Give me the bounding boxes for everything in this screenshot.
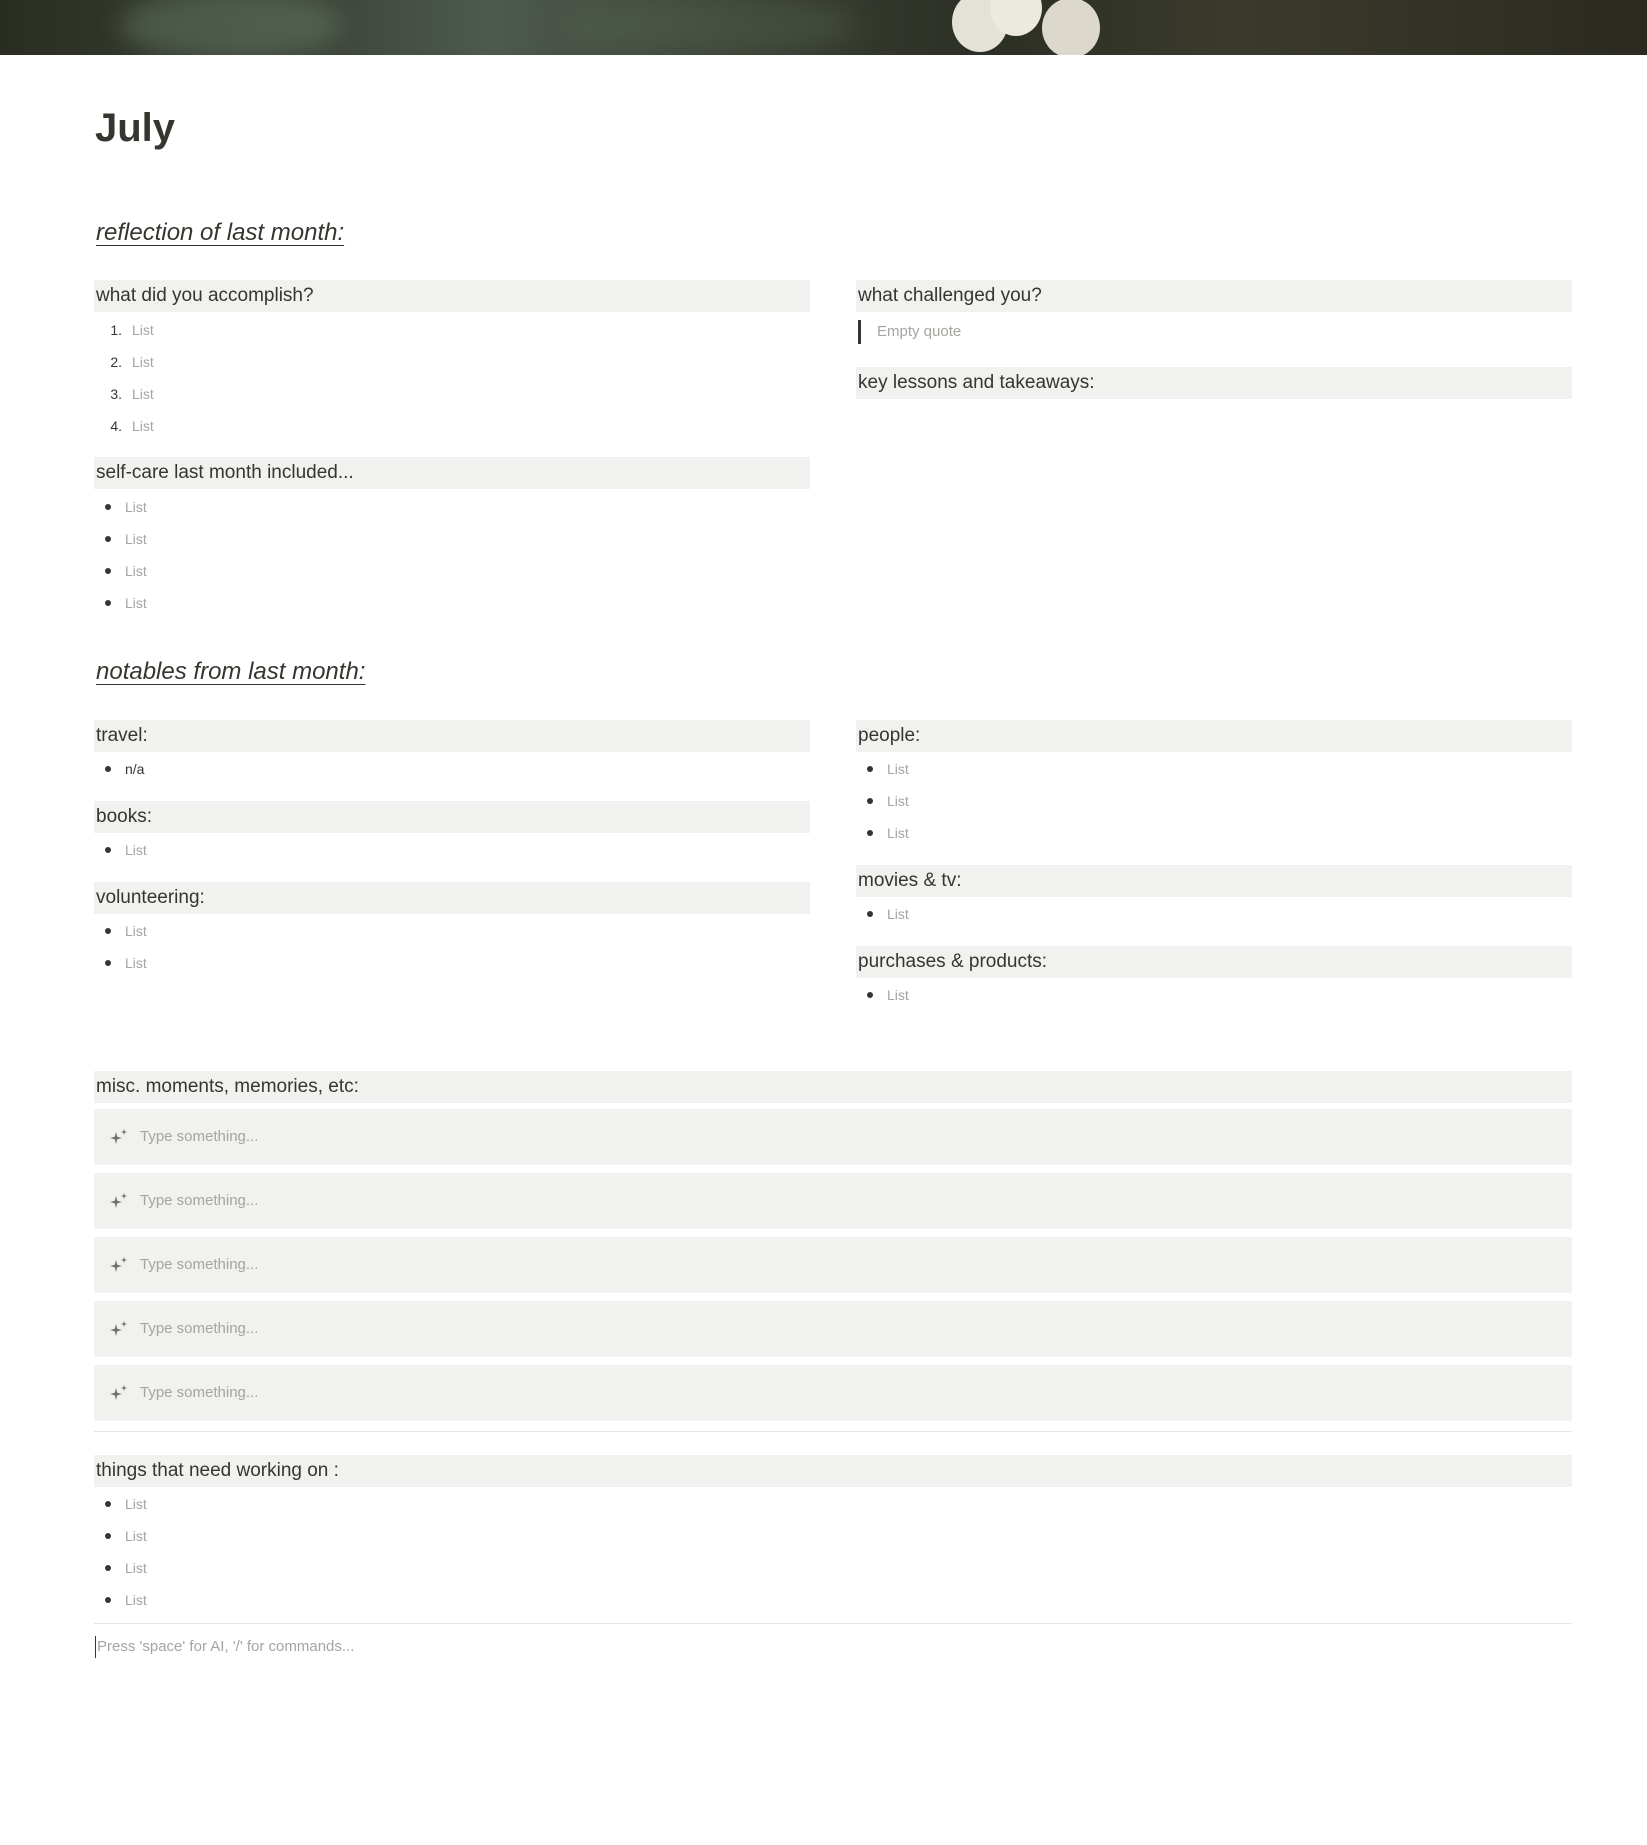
list-item-text: List <box>125 595 147 611</box>
divider <box>94 1431 1572 1432</box>
cover-image[interactable] <box>0 0 1647 55</box>
numbered-list-item[interactable] <box>100 352 154 372</box>
sparkle-icon <box>108 1382 130 1404</box>
bullet-list-item[interactable] <box>94 1494 147 1514</box>
ai-block[interactable] <box>94 1173 1572 1229</box>
bullet-icon <box>867 830 873 836</box>
heading-people[interactable]: people: <box>856 720 1572 752</box>
bullet-list-item[interactable] <box>94 497 147 517</box>
bullet-list-item[interactable] <box>856 985 909 1005</box>
sparkle-icon <box>108 1190 130 1212</box>
list-item-text: List <box>125 499 147 515</box>
page-title[interactable]: July <box>95 106 176 150</box>
list-item-text: List <box>132 386 154 402</box>
ai-block-placeholder: Type something... <box>140 1256 259 1273</box>
list-item-text: List <box>132 418 154 434</box>
heading-movies[interactable]: movies & tv: <box>856 865 1572 897</box>
ai-block-placeholder: Type something... <box>140 1384 259 1401</box>
list-item-text: List <box>125 531 147 547</box>
heading-self-care[interactable]: self-care last month included... <box>94 457 810 489</box>
ai-block-placeholder: Type something... <box>140 1192 259 1209</box>
numbered-list-item[interactable] <box>100 416 154 436</box>
bullet-list-item[interactable] <box>94 840 147 860</box>
bullet-list-item[interactable] <box>856 823 909 843</box>
list-item-text: List <box>125 842 147 858</box>
bullet-list-item[interactable] <box>94 1526 147 1546</box>
heading-travel[interactable]: travel: <box>94 720 810 752</box>
command-input[interactable]: Press 'space' for AI, '/' for commands... <box>95 1636 354 1658</box>
bullet-icon <box>105 928 111 934</box>
bullet-list-item[interactable] <box>94 759 144 779</box>
bullet-icon <box>867 992 873 998</box>
list-item-text: List <box>125 1560 147 1576</box>
bullet-list-item[interactable] <box>94 1558 147 1578</box>
list-item-text: n/a <box>125 761 145 777</box>
bullet-icon <box>867 766 873 772</box>
heading-challenged[interactable]: what challenged you? <box>856 280 1572 312</box>
bullet-icon <box>105 960 111 966</box>
divider <box>94 1623 1572 1624</box>
bullet-icon <box>105 536 111 542</box>
sparkle-icon <box>108 1126 130 1148</box>
heading-working-on[interactable]: things that need working on : <box>94 1455 1572 1487</box>
list-item-text: List <box>132 322 154 338</box>
ai-block[interactable] <box>94 1109 1572 1165</box>
bullet-icon <box>105 1533 111 1539</box>
heading-books[interactable]: books: <box>94 801 810 833</box>
bullet-icon <box>867 798 873 804</box>
list-number: 1. <box>110 322 122 338</box>
list-item-text: List <box>887 987 909 1003</box>
sparkle-icon <box>108 1318 130 1340</box>
heading-purchases[interactable]: purchases & products: <box>856 946 1572 978</box>
list-item-text: List <box>887 906 909 922</box>
bullet-list-item[interactable] <box>94 529 147 549</box>
heading-misc[interactable]: misc. moments, memories, etc: <box>94 1071 1572 1103</box>
ai-block-placeholder: Type something... <box>140 1320 259 1337</box>
bullet-list-item[interactable] <box>94 561 147 581</box>
cover-foliage <box>120 0 340 55</box>
list-number: 4. <box>110 418 122 434</box>
bullet-list-item[interactable] <box>94 1590 147 1610</box>
section-title-reflection[interactable]: reflection of last month: <box>96 219 345 246</box>
bullet-icon <box>105 766 111 772</box>
list-item-text: List <box>125 955 147 971</box>
bullet-icon <box>105 504 111 510</box>
bullet-icon <box>105 847 111 853</box>
ai-block-placeholder: Type something... <box>140 1128 259 1145</box>
heading-volunteering[interactable]: volunteering: <box>94 882 810 914</box>
bullet-list-item[interactable] <box>856 791 909 811</box>
list-number: 2. <box>110 354 122 370</box>
list-item-text: List <box>125 923 147 939</box>
ai-block[interactable] <box>94 1237 1572 1293</box>
bullet-list-item[interactable] <box>94 921 147 941</box>
section-title-notables[interactable]: notables from last month: <box>96 658 366 685</box>
list-item-text: List <box>125 1592 147 1608</box>
ai-block[interactable] <box>94 1301 1572 1357</box>
numbered-list-item[interactable] <box>100 384 154 404</box>
bullet-icon <box>105 1565 111 1571</box>
quote-block[interactable]: Empty quote <box>858 320 961 344</box>
bullet-list-item[interactable] <box>94 953 147 973</box>
heading-accomplish[interactable]: what did you accomplish? <box>94 280 810 312</box>
bullet-icon <box>105 1597 111 1603</box>
cover-foliage <box>560 0 860 55</box>
bullet-icon <box>105 1501 111 1507</box>
bullet-icon <box>867 911 873 917</box>
bullet-list-item[interactable] <box>856 904 909 924</box>
list-item-text: List <box>125 1528 147 1544</box>
cover-petal <box>1042 0 1100 55</box>
list-item-text: List <box>125 563 147 579</box>
list-item-text: List <box>887 793 909 809</box>
bullet-list-item[interactable] <box>856 759 909 779</box>
ai-block[interactable] <box>94 1365 1572 1421</box>
list-item-text: List <box>132 354 154 370</box>
bullet-icon <box>105 600 111 606</box>
sparkle-icon <box>108 1254 130 1276</box>
heading-lessons[interactable]: key lessons and takeaways: <box>856 367 1572 399</box>
list-item-text: List <box>125 1496 147 1512</box>
numbered-list-item[interactable] <box>100 320 154 340</box>
list-item-text: List <box>887 825 909 841</box>
list-item-text: List <box>887 761 909 777</box>
bullet-list-item[interactable] <box>94 593 147 613</box>
list-number: 3. <box>110 386 122 402</box>
bullet-icon <box>105 568 111 574</box>
